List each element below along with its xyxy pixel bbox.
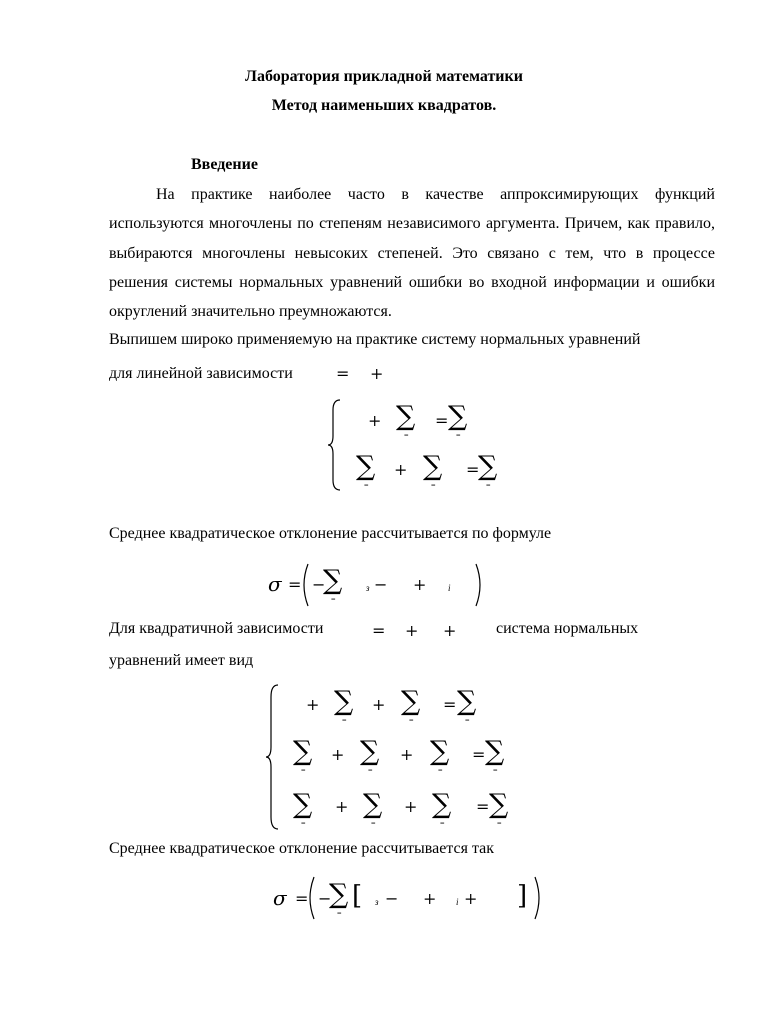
- rms-linear-sum-sub: =: [331, 595, 336, 604]
- rms-quad-sigma: σ: [273, 886, 287, 910]
- rms-quad-plus1: +: [423, 889, 437, 908]
- paragraph-introduction: На практике наиболее часто в качестве аппроксимирующих функций используются многочлены по степеням независимого аргумента. Причем, как правило, выбираются многочлены невысоких степеней. Это связано с тем, что в процессе решения системы нормальных уравнений ошибки во входной информации и ошибки округлений значительно преумножаются.: [109, 186, 715, 321]
- quad-r3-sum3-sub: =: [440, 819, 445, 828]
- rms-linear-plus: +: [413, 575, 427, 594]
- rms-linear-index-z: з: [366, 583, 370, 593]
- linear-r1-sum1-sub: =: [404, 431, 409, 440]
- rms-quad-lparen: [306, 876, 316, 920]
- quadratic-line1-tail: система нормальных: [496, 620, 639, 637]
- quad-r3-plus2: +: [404, 797, 418, 816]
- quad-r1-sum2-sub: =: [409, 716, 414, 725]
- quad-r3-sum4: ∑: [489, 789, 509, 820]
- document-title-lab: Лаборатория прикладной математики: [245, 68, 523, 85]
- linear-r1-sum2-sub: =: [456, 431, 461, 440]
- rms-quad-lbracket: [: [352, 881, 363, 911]
- quad-r1-plus2: +: [372, 695, 386, 714]
- rms-linear-eq: =: [288, 575, 302, 594]
- quadratic-eq-sign: =: [372, 621, 386, 640]
- rms-linear-lparen: [300, 563, 310, 607]
- rms-quadratic-label: Среднее квадратическое отклонение рассчитывается так: [109, 840, 494, 857]
- quad-r3-sum2: ∑: [363, 789, 383, 820]
- rms-linear-sum: ∑: [323, 565, 343, 596]
- quad-r2-sum2-sub: =: [368, 766, 373, 775]
- quadratic-plus-sign-2: +: [443, 621, 457, 640]
- quad-r2-sum1: ∑: [293, 736, 313, 767]
- quad-r2-sum1-sub: =: [301, 766, 306, 775]
- rms-quad-index-z: з: [375, 897, 379, 907]
- document-title-method: Метод наименьших квадратов.: [271, 97, 497, 114]
- linear-r1-plus: +: [368, 411, 382, 430]
- quad-r2-plus1: +: [331, 745, 345, 764]
- quadratic-line2: уравнений имеет вид: [109, 652, 254, 669]
- rms-quad-plus2: +: [464, 889, 478, 908]
- quad-r3-sum3: ∑: [432, 789, 452, 820]
- rms-quad-eq: =: [295, 889, 309, 908]
- rms-quad-sum-sub: =: [337, 909, 342, 918]
- quad-r3-eq: =: [476, 797, 490, 816]
- rms-linear-sigma: σ: [268, 572, 282, 596]
- quadratic-line1: Для квадратичной зависимости: [109, 620, 324, 637]
- quad-r1-sum1-sub: =: [342, 716, 347, 725]
- linear-plus-sign: +: [370, 364, 384, 383]
- linear-eq-sign: =: [336, 364, 350, 383]
- rms-quad-index-i: i: [456, 897, 459, 907]
- paragraph-normal-equations-line1: Выпишем широко применяемую на практике систему нормальных уравнений: [109, 331, 641, 348]
- quad-r1-sum2: ∑: [401, 686, 421, 717]
- quad-r3-sum4-sub: =: [497, 819, 502, 828]
- quad-r2-sum3-sub: =: [438, 766, 443, 775]
- quad-r3-sum1: ∑: [293, 789, 313, 820]
- linear-r1-sum2: ∑: [448, 401, 468, 432]
- rms-quad-rparen: [533, 876, 543, 920]
- linear-r2-sum2: ∑: [423, 451, 443, 482]
- quad-r1-sum3-sub: =: [465, 716, 470, 725]
- rms-quad-sum: ∑: [329, 879, 349, 910]
- linear-r1-sum1: ∑: [396, 401, 416, 432]
- quadratic-system-brace: [266, 683, 280, 831]
- rms-linear-minus: −: [312, 575, 326, 594]
- rms-linear-label: Среднее квадратическое отклонение рассчитывается по формуле: [109, 525, 552, 542]
- quad-r1-eq: =: [443, 695, 457, 714]
- rms-quad-minus: −: [318, 889, 332, 908]
- quad-r2-eq: =: [472, 745, 486, 764]
- linear-r2-eq: =: [466, 460, 480, 479]
- linear-r2-plus: +: [394, 460, 408, 479]
- quad-r3-sum2-sub: =: [371, 819, 376, 828]
- quad-r2-sum4-sub: =: [493, 766, 498, 775]
- quad-r2-plus2: +: [400, 745, 414, 764]
- rms-quad-rbracket: ]: [517, 881, 528, 911]
- linear-r2-sum1-sub: =: [364, 481, 369, 490]
- rms-linear-index-i: i: [448, 583, 451, 593]
- quad-r2-sum3: ∑: [430, 736, 450, 767]
- linear-r2-sum3-sub: =: [486, 481, 491, 490]
- linear-system-brace: [328, 398, 342, 492]
- rms-linear-rparen: [474, 563, 484, 607]
- quad-r3-sum1-sub: =: [301, 819, 306, 828]
- quad-r3-plus1: +: [335, 797, 349, 816]
- rms-quad-minus2: −: [385, 889, 399, 908]
- linear-r2-sum2-sub: =: [431, 481, 436, 490]
- paragraph-normal-equations-line2: для линейной зависимости: [109, 365, 293, 382]
- quad-r2-sum4: ∑: [485, 736, 505, 767]
- section-heading-introduction: Введение: [191, 156, 258, 173]
- quadratic-plus-sign-1: +: [405, 621, 419, 640]
- linear-r2-sum3: ∑: [478, 451, 498, 482]
- linear-r2-sum1: ∑: [356, 451, 376, 482]
- rms-linear-minus2: −: [374, 575, 388, 594]
- quad-r1-sum3: ∑: [457, 686, 477, 717]
- quad-r2-sum2: ∑: [360, 736, 380, 767]
- quad-r1-plus1: +: [306, 695, 320, 714]
- quad-r1-sum1: ∑: [334, 686, 354, 717]
- linear-r1-eq: =: [435, 411, 449, 430]
